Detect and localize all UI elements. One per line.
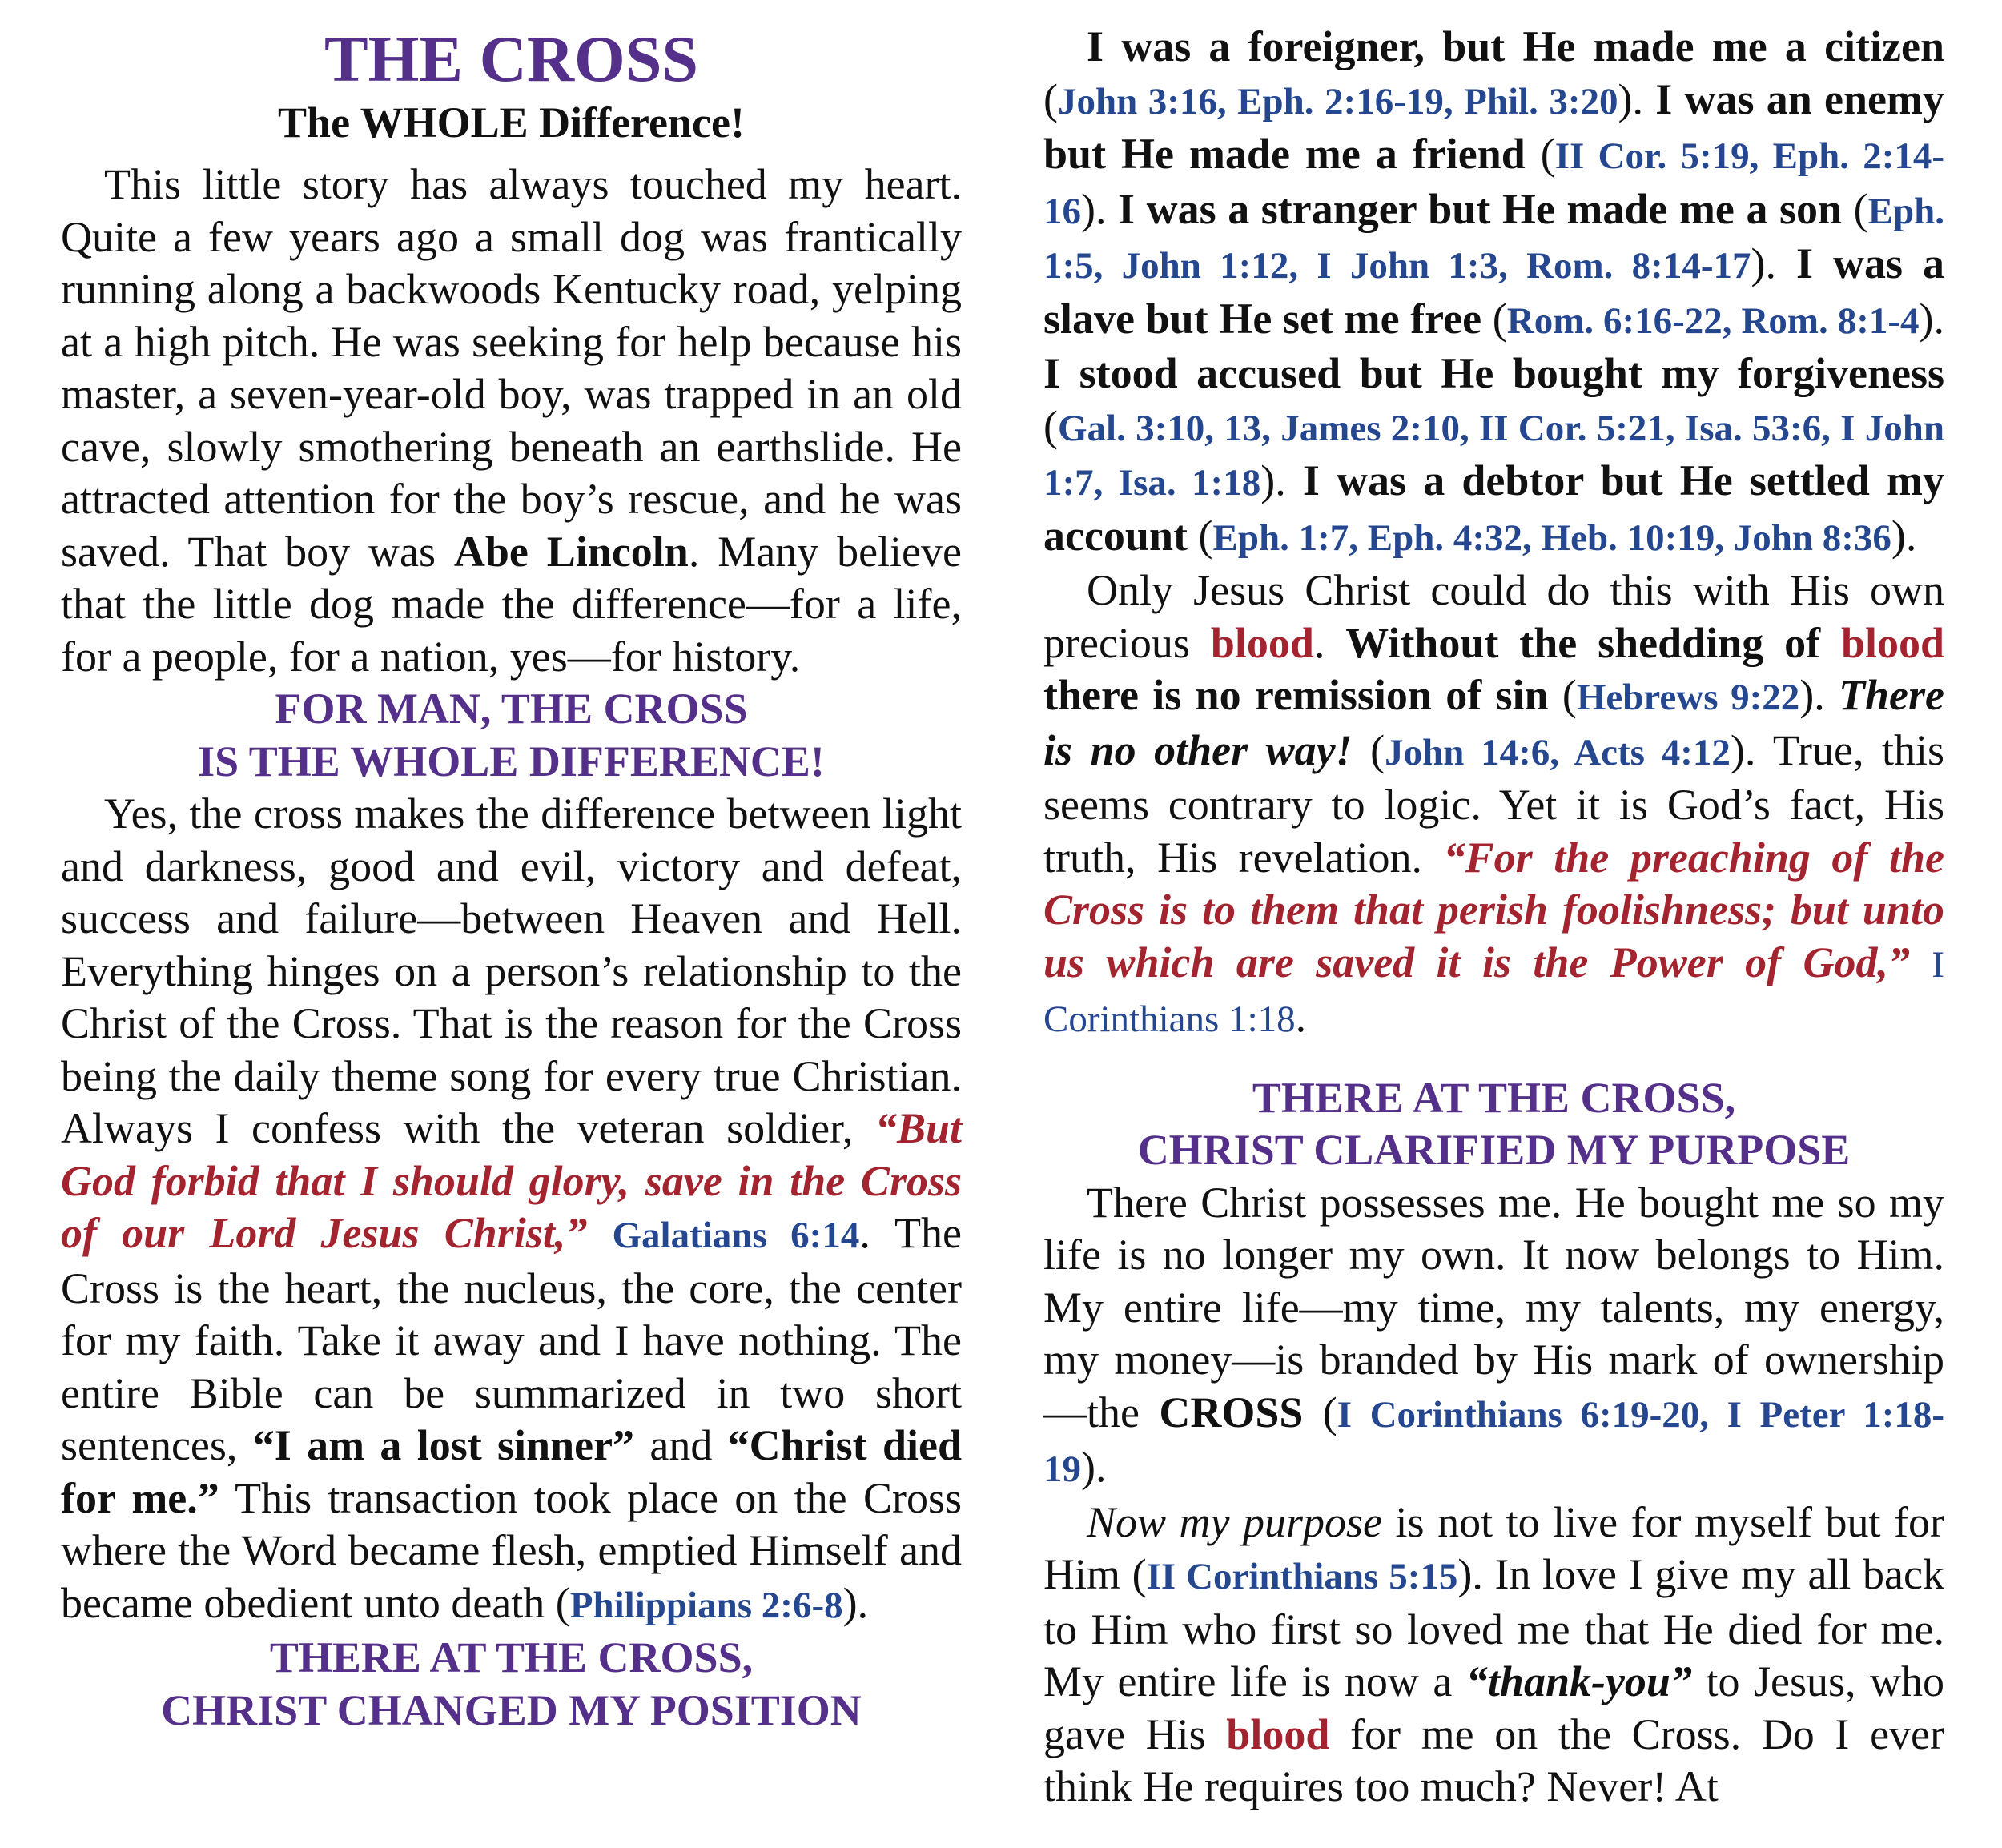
scripture-reference: Hebrews 9:22: [1576, 677, 1800, 718]
section-heading-position: THERE AT THE CROSS, CHRIST CHANGED MY POSITION: [161, 1633, 862, 1734]
scripture-reference: Eph. 1:5, John 1:12, I John 1:3, Rom. 8:14-17: [1043, 190, 1945, 287]
scripture-reference: Philippians 2:6-8: [569, 1584, 843, 1626]
scripture-reference: Galatians 6:14: [612, 1215, 860, 1256]
section-heading-purpose: THERE AT THE CROSS, CHRIST CLARIFIED MY PURPOSE: [1137, 1073, 1851, 1174]
galatians-quote: “But God forbid that I should glory, save in the Cross of our Lord Jesus Christ,”: [61, 1104, 962, 1257]
scripture-reference: II Cor. 5:19, Eph. 2:14-16: [1043, 135, 1945, 232]
purpose-paragraph: Now my purpose is not to live for myself but for Him (II Corinthians 5:15). In love I give my all back to Him who first so loved me that He died for me. My entire life is now a “thank-you” to Jesus, who gave His blood for me on the Cross. Do I ever think He requires too much? Never! At: [1043, 1497, 1945, 1810]
scripture-reference: Rom. 6:16-22, Rom. 8:1-4: [1506, 299, 1920, 342]
scripture-reference: John 3:16, Eph. 2:16-19, Phil. 3:20: [1057, 80, 1618, 123]
scripture-reference: II Corinthians 5:15: [1146, 1556, 1458, 1597]
possession-paragraph: There Christ possesses me. He bought me so my life is no longer my own. It now belongs to Him. My entire life—my time, my talents, my energy, my money—is branded by His mark of ownership—the CROSS (I Corinthians 6:19-20, I Peter 1:18-19).: [1043, 1178, 1944, 1491]
left-column: [61, 21, 962, 1737]
transformation-paragraph: I was a foreigner, but He made me a citizen (John 3:16, Eph. 2:16-19, Phil. 3:20). I was an enemy but He made me a friend (II Cor. 5:19, Eph. 2:14-16). I was a stranger but He made me a son (Eph. 1:5, John 1:12, I John 1:3, Rom. 8:14-17). I was a slave but He set me free (Rom. 6:16-22, Rom. 8:1-4). I stood accused but He bought my forgiveness (Gal. 3:10, 13, James 2:10, II Cor. 5:21, Isa. 53:6, I John 1:7, Isa. 1:18). I was a debtor but He settled my account (Eph. 1:7, Eph. 4:32, Heb. 10:19, John 8:36).: [1043, 22, 1945, 560]
section-heading-whole-difference: FOR MAN, THE CROSS IS THE WHOLE DIFFERENCE!: [198, 685, 825, 785]
blood-paragraph: Only Jesus Christ could do this with His own precious blood. Without the shedding of blood there is no remission of sin (Hebrews 9:22). There is no other way! (John 14:6, Acts 4:12). True, this seems contrary to logic. Yet it is God’s fact, His truth, His revelation. “For the preaching of the Cross is to them that perish foolishness; but unto us which are saved it is the Power of God,” I Corinthians 1:18.: [1043, 566, 1945, 1041]
scripture-reference: I Corinthians 1:18: [1043, 943, 1945, 1040]
right-column: [1043, 21, 1944, 1814]
cross-paragraph: Yes, the cross makes the difference between light and darkness, good and evil, victory and defeat, success and failure—between Heaven and Hell. Everything hinges on a person’s relationship to the Christ of the Cross. That is the reason for the Cross being the daily theme song for every true Christian. Always I confess with the veteran soldier, “But God forbid that I should glory, save in the Cross of our Lord Jesus Christ,” Galatians 6:14. The Cross is the heart, the nucleus, the core, the center for my faith. Take it away and I have nothing. The entire Bible can be summarized in two short sentences, “I am a lost sinner” and “Christ died for me.” This transaction took place on the Cross where the Word became flesh, emptied Himself and became obedient unto death (Philippians 2:6-8).: [61, 789, 962, 1627]
corinthians-quote: “For the preaching of the Cross is to them that perish foolishness; but unto us which are saved it is the Power of God,”: [1043, 833, 1944, 986]
lincoln-name: Abe Lincoln: [453, 527, 689, 576]
scripture-reference: I Corinthians 6:19-20, I Peter 1:18-19: [1043, 1393, 1944, 1490]
page-subtitle: The WHOLE Difference!: [278, 98, 745, 147]
intro-paragraph: This little story has always touched my heart. Quite a few years ago a small dog was frantically running along a backwoods Kentucky road, yelping at a high pitch. He was seeking for help because his master, a seven-year-old boy, was trapped in an old cave, slowly smothering beneath an earthslide. He attracted attention for the boy’s rescue, and he was saved. That boy was Abe Lincoln. Many believe that the little dog made the difference—for a life, for a people, for a nation, yes—for history.: [61, 160, 962, 681]
page-title: THE CROSS: [324, 22, 699, 95]
scripture-reference: John 14:6, Acts 4:12: [1385, 731, 1731, 773]
scripture-reference: Eph. 1:7, Eph. 4:32, Heb. 10:19, John 8:36: [1212, 516, 1891, 559]
scripture-reference: Gal. 3:10, 13, James 2:10, II Cor. 5:21, Isa. 53:6, I John 1:7, Isa. 1:18: [1043, 407, 1944, 504]
